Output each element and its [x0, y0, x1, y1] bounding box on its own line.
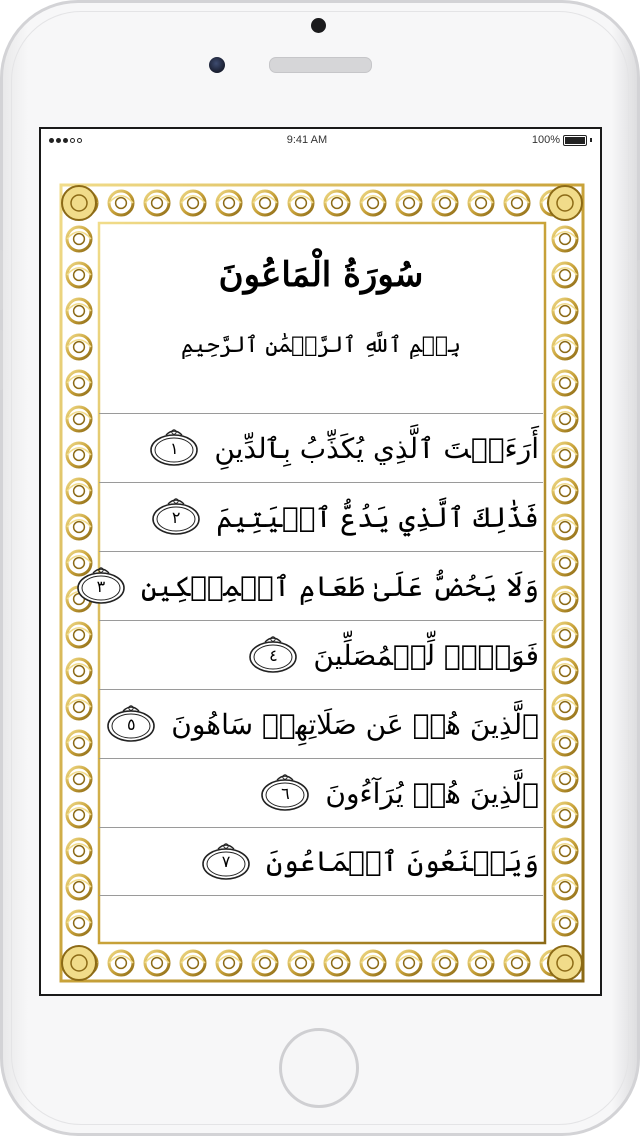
verse-text: وَيَمۡنَعُونَ ٱلۡمَاعُونَ: [266, 845, 539, 878]
ayah-number-marker: [150, 497, 202, 537]
ayah-number-marker: [259, 773, 311, 813]
ayah-number: ٣: [96, 576, 106, 596]
earpiece-speaker: [269, 57, 372, 73]
ayah-number: ٤: [269, 645, 278, 665]
ayah-number-marker: [247, 635, 299, 675]
ayah-number: ٥: [126, 714, 136, 734]
ayah-number: ١: [170, 438, 179, 458]
verse-text: ٱلَّذِينَ هُمۡ عَن صَلَاتِهِمۡ سَاهُونَ: [171, 707, 539, 741]
ayah-number: ٧: [221, 852, 231, 871]
ayah-number: ٢: [171, 507, 181, 527]
status-bar: [41, 129, 600, 151]
ayah-number-marker: [148, 428, 200, 468]
battery-percent: 100%: [531, 134, 560, 146]
battery-icon: [563, 135, 587, 146]
proximity-sensor: [311, 18, 326, 33]
ayah-number: ٦: [281, 783, 290, 803]
verse-text: فَوَيۡلٞ لِّلۡمُصَلِّينَ: [313, 638, 539, 672]
phone-screen: [39, 127, 602, 996]
ayah-number-marker: [200, 842, 252, 882]
volume-button: [0, 250, 3, 310]
verse-row: [99, 758, 543, 827]
surah-title: سُورَةُ الْمَاعُونَ: [218, 255, 424, 295]
verse-text: أَرَءَيۡتَ ٱلَّذِي يُكَذِّبُ بِٱلدِّينِ: [214, 431, 539, 465]
status-time: 9:41 AM: [286, 134, 328, 146]
verse-row: [96, 551, 543, 620]
ayah-number-marker: [75, 566, 127, 606]
verse-row: [99, 413, 543, 482]
signal-icon: [49, 138, 82, 143]
basmala: بِسۡمِ ٱللَّهِ ٱلرَّحۡمَٰنِ ٱلرَّحِيمِ: [180, 333, 462, 358]
battery-indicator: [532, 134, 592, 146]
verse-row: [99, 827, 543, 896]
verse-row: [99, 689, 543, 758]
verse-text: فَذَٰلِكَ ٱلَّذِي يَدُعُّ ٱلۡيَتِيمَ: [216, 500, 539, 534]
verse-list: [96, 413, 543, 896]
volume-button: [0, 330, 3, 390]
verse-row: [99, 482, 543, 551]
verse-text: ٱلَّذِينَ هُمۡ يُرَآءُونَ: [325, 776, 539, 810]
home-button[interactable]: [279, 1028, 359, 1108]
ayah-number-marker: [105, 704, 157, 744]
verse-text: وَلَا يَحُضُّ عَلَىٰ طَعَامِ ٱلۡمِسۡكِينِ: [140, 569, 539, 603]
front-camera: [209, 57, 225, 73]
verse-row: [99, 620, 543, 689]
